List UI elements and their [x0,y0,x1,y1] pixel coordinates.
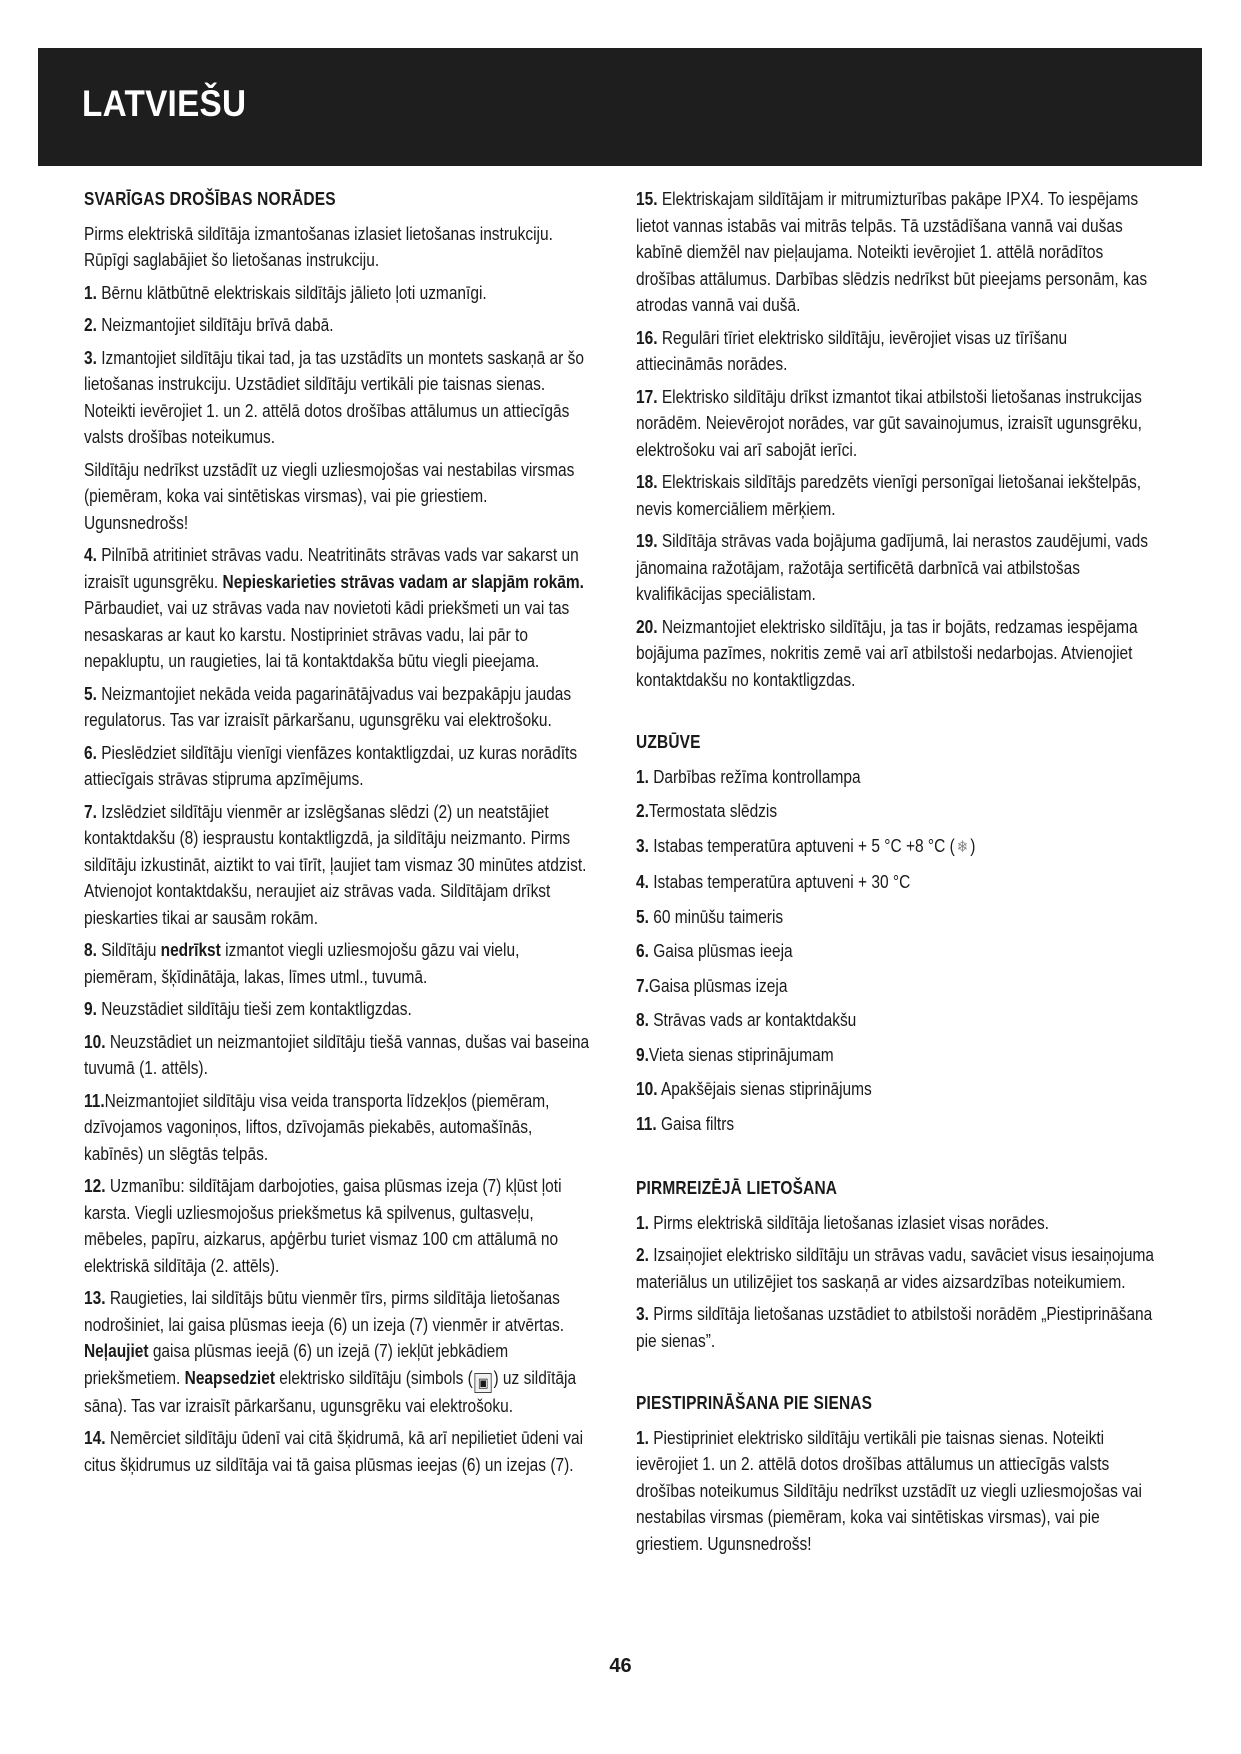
safety-item-3: 3. Izmantojiet sildītāju tikai tad, ja tas uzstādīts un montets saskaņā ar šo lietošanas instrukciju. Uzstādiet sildītāju vertikāli pie taisnas sienas. Noteikti ievērojiet 1. un 2. attēlā dotos drošības attālumus un attiecīgās valsts drošības noteikumus. [84,347,584,447]
construction-item-3: 3. Istabas temperatūra aptuveni + 5 °C +8 °C ( ❄ ) [636,833,1156,862]
safety-item-7: 7. Izslēdziet sildītāju vienmēr ar izslēgšanas slēdzi (2) un neatstājiet kontaktdakšu (8) iespraustu kontaktligzdā, ja sildītāju neizmanto. Pirms sildītāju izkustināt, aiztikt to vai tīrīt, ļaujiet tam vismaz 30 minūtes atdzist. Atvienojot kontaktdakšu, neraujiet aiz strāvas vada. Sildītājam drīkst pieskarties tikai ar sausām rokām. [84,801,587,928]
first-use-heading: PIRMREIZĒJĀ LIETOŠANA [636,1178,838,1198]
do-not-cover-icon: ▣ [475,1373,492,1393]
safety-item-6: 6. Pieslēdziet sildītāju vienīgi vienfāzes kontaktligzdai, uz kuras norādīts attiecīgais strāvas stipruma apzīmējums. [84,742,578,789]
first-use-item-2: 2. Izsaiņojiet elektrisko sildītāju un strāvas vadu, savāciet visus iesaiņojuma materiālus un utilizējiet tos saskaņā ar vides aizsardzības noteikumiem. [636,1245,1154,1292]
page-number: 46 [609,1655,632,1677]
frost-protection-icon: ❄ [956,838,969,856]
construction-item-7: 7.Gaisa plūsmas izeja [636,975,788,996]
safety-item-13: 13. Raugieties, lai sildītājs būtu vienmēr tīrs, pirms sildītāja lietošanas nodrošiniet, lai gaisa plūsmas ieeja (6) un izeja (7) vienmēr ir atvērtas. Neļaujiet gaisa plūsmas ieejā (6) un izejā (7) iekļūt jebkādiem priekšmetiem. Neapsedziet elektrisko sildītāju (simbols ( ▣ ) uz sildītāja sāna). Tas var izraisīt pārkaršanu, ugunsgrēku vai elektrošoku. [84,1288,577,1416]
safety-item-14: 14. Nemērciet sildītāju ūdenī vai citā šķidrumā, kā arī nepilietiet ūdeni vai citus šķidrumus uz sildītāja vai tā gaisa plūsmas ieejas (6) un izejas (7). [84,1428,584,1475]
safety-item-10: 10. Neuzstādiet un neizmantojiet sildītāju tiešā vannas, dušas vai baseina tuvumā (1. attēls). [84,1031,590,1078]
language-banner [38,48,1202,166]
construction-item-8: 8. Strāvas vads ar kontaktdakšu [636,1010,857,1030]
safety-item-15: 15. Elektriskajam sildītājam ir mitrumizturības pakāpe IPX4. To iespējams lietot vannas istabās vai mitrās telpās. Tā uzstādīšana vannā vai dušas kabīnē diemžēl nav pieļaujama. Noteikti ievērojiet 1. attēlā norādītos drošības attālumus. Darbības slēdzis nedrīkst būt pieejams personām, kas atrodas vannā vai dušā. [636,189,1148,315]
safety-item-8: 8. Sildītāju nedrīkst izmantot viegli uzliesmojošu gāzu vai vielu, piemēram, šķīdinātāja, lakas, līmes utml., tuvumā. [84,940,520,987]
left-column [84,186,594,1484]
safety-item-2: 2. Neizmantojiet sildītāju brīvā dabā. [84,315,334,335]
construction-item-4: 4. Istabas temperatūra aptuveni + 30 °C [636,872,911,892]
safety-item-9: 9. Neuzstādiet sildītāju tieši zem kontaktligzdas. [84,999,412,1019]
first-use-item-1: 1. Pirms elektriskā sildītāja lietošanas izlasiet visas norādes. [636,1212,1049,1233]
safety-intro: Pirms elektriskā sildītāja izmantošanas izlasiet lietošanas instrukciju. Rūpīgi saglabājiet šo lietošanas instrukciju. [84,223,553,270]
safety-item-18: 18. Elektriskais sildītājs paredzēts vienīgi personīgai lietošanai iekštelpās, nevis komerciāliem mērķiem. [636,472,1142,519]
safety-item-12: 12. Uzmanību: sildītājam darbojoties, gaisa plūsmas izeja (7) kļūst ļoti karsta. Viegli uzliesmojošus priekšmetus kā spilvenus, gultasveļu, mēbeles, papīru, aizkarus, apģērbu turiet vismaz 100 cm attālumā no elektriskā sildītāja (2. attēls). [84,1176,562,1276]
safety-item-17: 17. Elektrisko sildītāju drīkst izmantot tikai atbilstoši lietošanas instrukcijas norādēm. Neievērojot norādes, var gūt savainojumus, izraisīt ugunsgrēku, elektrošoku vai arī sabojāt ierīci. [636,386,1142,460]
page-title: LATVIEŠU [82,83,247,124]
safety-item-3-note: Sildītāju nedrīkst uzstādīt uz viegli uzliesmojošas vai nestabilas virsmas (piemēram, koka vai sintētiskas virsmas), vai pie griestiem. Ugunsnedrošs! [84,459,575,533]
construction-item-9: 9.Vieta sienas stiprinājumam [636,1044,834,1065]
construction-item-1: 1. Darbības režīma kontrollampa [636,766,861,787]
right-column [636,186,1156,1563]
safety-item-4: 4. Pilnībā atritiniet strāvas vadu. Neatritināts strāvas vads var sakarst un izraisīt ugunsgrēku. Nepieskarieties strāvas vadam ar slapjām rokām. Pārbaudiet, vai uz strāvas vada nav novietoti kādi priekšmeti un vai tas nesaskaras ar kaut ko karstu. Nostipriniet strāvas vadu, lai pār to nepakluptu, un raugieties, lai tā kontaktdakša būtu viegli pieejama. [84,545,584,671]
wall-mount-heading: PIESTIPRINĀŠANA PIE SIENAS [636,1393,873,1413]
wall-mount-item-1: 1. Piestipriniet elektrisko sildītāju vertikāli pie taisnas sienas. Noteikti ievērojiet 1. un 2. attēlā dotos drošības attālumus un attiecīgās valsts drošības noteikumus Sildītāju nedrīkst uzstādīt uz viegli uzliesmojošas vai nestabilas virsmas (piemēram, koka vai sintētiskas virsmas), vai pie griestiem. Ugunsnedrošs! [636,1427,1142,1554]
safety-item-5: 5. Neizmantojiet nekāda veida pagarinātājvadus vai bezpakāpju jaudas regulatorus. Tas var izraisīt pārkaršanu, ugunsgrēku vai elektrošoku. [84,683,572,730]
safety-item-1: 1. Bērnu klātbūtnē elektriskais sildītājs jālieto ļoti uzmanīgi. [84,282,487,303]
construction-item-5: 5. 60 minūšu taimeris [636,906,784,927]
construction-item-2: 2.Termostata slēdzis [636,801,778,821]
construction-item-10: 10. Apakšējais sienas stiprinājums [636,1079,872,1099]
construction-heading: UZBŪVE [636,732,701,752]
first-use-item-3: 3. Pirms sildītāja lietošanas uzstādiet to atbilstoši norādēm „Piestiprināšana pie sienas”. [636,1304,1153,1351]
safety-item-11: 11.Neizmantojiet sildītāju visa veida transporta līdzekļos (piemēram, dzīvojamos vagoniņos, liftos, dzīvojamās piekabēs, automašīnās, kabīnēs) un slēgtās telpās. [84,1090,550,1164]
safety-item-16: 16. Regulāri tīriet elektrisko sildītāju, ievērojiet visas uz tīrīšanu attiecināmās norādes. [636,327,1068,374]
safety-item-20: 20. Neizmantojiet elektrisko sildītāju, ja tas ir bojāts, redzamas iespējama bojājuma pazīmes, nokritis zemē vai arī atbilstoši nedarbojas. Atvienojiet kontaktdakšu no kontaktligzdas. [636,616,1138,690]
construction-item-6: 6. Gaisa plūsmas ieeja [636,941,793,961]
safety-item-19: 19. Sildītāja strāvas vada bojājuma gadījumā, lai nerastos zaudējumi, vads jānomaina ražotājam, ražotāja sertificētā darbnīcā vai atbilstošas kvalifikācijas speciālistam. [636,531,1149,604]
safety-heading: SVARĪGAS DROŠĪBAS NORĀDES [84,189,336,209]
construction-item-11: 11. Gaisa filtrs [636,1113,735,1134]
